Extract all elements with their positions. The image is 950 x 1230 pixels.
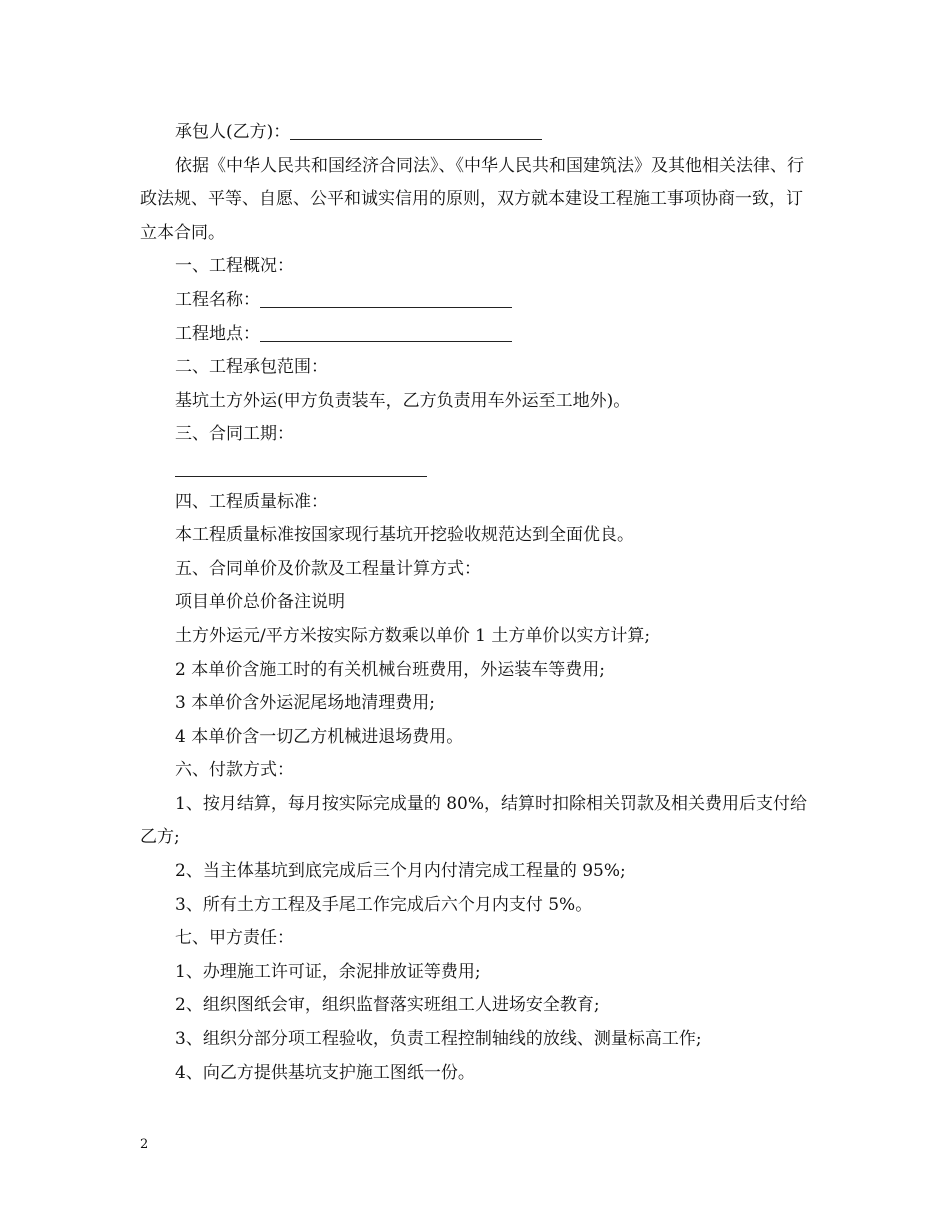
document-body bbox=[140, 116, 812, 1090]
paragraph: 1、办理施工许可证，余泥排放证等费用; bbox=[175, 961, 481, 982]
paragraph: 3、组织分部分项工程验收，负责工程控制轴线的放线、测量标高工作; bbox=[175, 1029, 702, 1050]
contractor-line: 承包人(乙方)： bbox=[140, 116, 812, 150]
paragraph: 基坑土方外运(甲方负责装车，乙方负责用车外运至工地外)。 bbox=[175, 390, 631, 411]
contractor-blank bbox=[290, 125, 542, 140]
project-location-blank bbox=[260, 327, 512, 342]
payment-paragraph: 1、按月结算，每月按实际完成量的 80%，结算时扣除相关罚款及相关费用后支付给乙方; bbox=[140, 793, 808, 848]
paragraph: 本工程质量标准按国家现行基坑开挖验收规范达到全面优良。 bbox=[175, 525, 634, 546]
project-name-blank bbox=[260, 293, 512, 308]
section-heading: 三、合同工期： bbox=[175, 424, 294, 445]
page-number: 2 bbox=[140, 1137, 149, 1152]
section-heading: 六、付款方式： bbox=[175, 760, 294, 781]
project-name-line: 工程名称： bbox=[140, 284, 812, 318]
section-heading: 一、工程概况： bbox=[175, 256, 294, 277]
paragraph: 项目单价总价备注说明 bbox=[175, 592, 345, 613]
project-location-line: 工程地点： bbox=[140, 318, 812, 352]
paragraph: 2 本单价含施工时的有关机械台班费用，外运装车等费用; bbox=[175, 659, 605, 680]
section-heading: 二、工程承包范围： bbox=[175, 357, 328, 378]
paragraph: 2、当主体基坑到底完成后三个月内付清完成工程量的 95%; bbox=[175, 861, 626, 882]
paragraph: 4 本单价含一切乙方机械进退场费用。 bbox=[175, 726, 464, 747]
basis-paragraph: 依据《中华人民共和国经济合同法》、《中华人民共和国建筑法》及其他相关法律、行政法规、平等、自愿、公平和诚实信用的原则，双方就本建设工程施工事项协商一致，订立本合同。 bbox=[140, 155, 804, 243]
section-heading: 四、工程质量标准： bbox=[175, 491, 328, 512]
paragraph: 3、所有土方工程及手尾工作完成后六个月内支付 5%。 bbox=[175, 894, 593, 915]
paragraph: 3 本单价含外运泥尾场地清理费用; bbox=[175, 693, 435, 714]
section-heading: 七、甲方责任： bbox=[175, 928, 294, 949]
duration-blank bbox=[175, 462, 427, 477]
duration-blank-row bbox=[140, 452, 812, 486]
paragraph: 4、向乙方提供基坑支护施工图纸一份。 bbox=[175, 1062, 475, 1083]
paragraph: 土方外运元/平方米按实际方数乘以单价 1 土方单价以实方计算; bbox=[175, 625, 651, 646]
section-heading: 五、合同单价及价款及工程量计算方式： bbox=[175, 558, 481, 579]
paragraph: 2、组织图纸会审，组织监督落实班组工人进场安全教育; bbox=[175, 995, 600, 1016]
